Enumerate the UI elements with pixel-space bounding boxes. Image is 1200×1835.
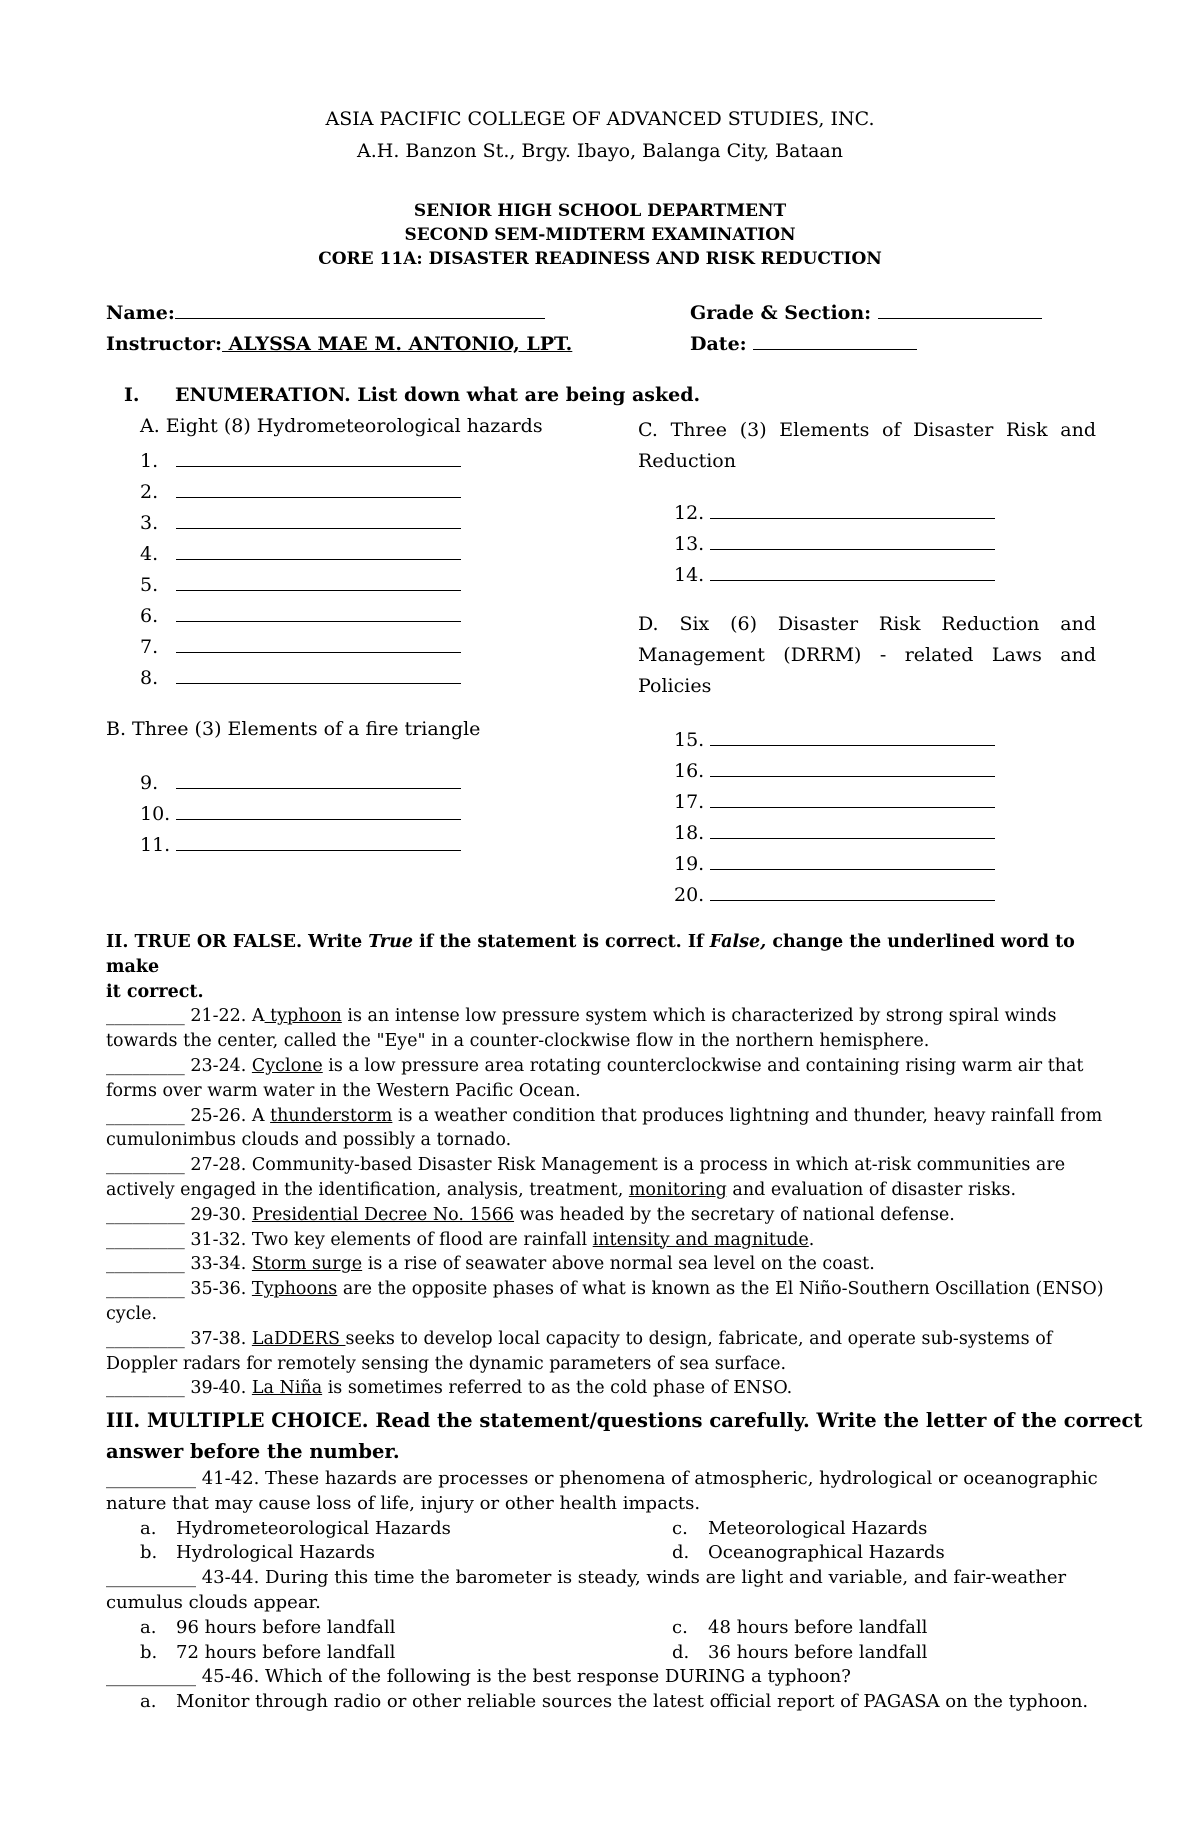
option-letter: a. bbox=[140, 1691, 157, 1713]
list-item: 18. bbox=[674, 818, 995, 849]
grade-section-blank[interactable] bbox=[878, 317, 1042, 319]
list-item: 8. bbox=[140, 663, 461, 694]
answer-blank[interactable] bbox=[710, 868, 995, 870]
answer-blank[interactable] bbox=[710, 548, 995, 550]
part1-number: I. bbox=[124, 384, 140, 406]
answer-blank[interactable] bbox=[176, 527, 461, 529]
option-text: Monitor through radio or other reliable sources the latest official report of PAGASA on the typhoon. bbox=[176, 1691, 1089, 1713]
part1-c-list bbox=[674, 498, 995, 591]
part2-section bbox=[106, 930, 1106, 1401]
answer-blank[interactable] bbox=[710, 899, 995, 901]
answer-blank[interactable]: _________ bbox=[106, 1279, 185, 1300]
list-item: _________ 21-22. A typhoon is an intense low pressure system which is characterized by strong spiral winds bbox=[106, 1006, 1057, 1027]
answer-blank[interactable]: _________ bbox=[106, 1105, 185, 1126]
grade-section-label: Grade & Section: bbox=[690, 302, 872, 324]
answer-blank[interactable]: _________ bbox=[106, 1006, 185, 1027]
option-letter: c. bbox=[672, 1616, 688, 1638]
answer-blank[interactable] bbox=[176, 651, 461, 653]
school-address: A.H. Banzon St., Brgy. Ibayo, Balanga City, Bataan bbox=[357, 140, 843, 162]
answer-blank[interactable]: _________ bbox=[106, 1328, 185, 1349]
answer-blank[interactable]: _________ bbox=[106, 1055, 185, 1076]
option-letter: d. bbox=[672, 1542, 690, 1564]
list-item: __________ 41-42. These hazards are processes or phenomena of atmospheric, hydrological or oceanographic bbox=[106, 1468, 1098, 1489]
part1-a-list bbox=[140, 446, 461, 694]
part1-d-list bbox=[674, 725, 995, 911]
name-blank[interactable] bbox=[175, 317, 545, 319]
part1-title: ENUMERATION. List down what are being asked. bbox=[175, 384, 701, 406]
list-item: 15. bbox=[674, 725, 995, 756]
list-item: 20. bbox=[674, 880, 995, 911]
grade-section-field bbox=[690, 302, 1042, 324]
option-letter: b. bbox=[140, 1641, 158, 1663]
answer-blank[interactable] bbox=[176, 849, 461, 851]
list-item: _________ 37-38. LaDDERS seeks to develop local capacity to design, fabricate, and operate sub-systems of bbox=[106, 1328, 1053, 1349]
question-text: cumulus clouds appear. bbox=[106, 1591, 321, 1613]
question-text: cumulonimbus clouds and possibly a tornado. bbox=[106, 1130, 512, 1151]
list-item: 3. bbox=[140, 508, 461, 539]
question-text: actively engaged in the identification, analysis, treatment, monitoring and evaluation of disaster risks. bbox=[106, 1179, 1017, 1200]
answer-blank[interactable]: __________ bbox=[106, 1567, 196, 1589]
list-item: 5. bbox=[140, 570, 461, 601]
option-text: Hydrometeorological Hazards bbox=[176, 1517, 451, 1539]
list-item: _________ 29-30. Presidential Decree No. 1566 was headed by the secretary of national defense. bbox=[106, 1204, 955, 1225]
option-letter: a. bbox=[140, 1517, 157, 1539]
school-name: ASIA PACIFIC COLLEGE OF ADVANCED STUDIES, INC. bbox=[325, 108, 875, 130]
subject-title: CORE 11A: DISASTER READINESS AND RISK REDUCTION bbox=[318, 249, 882, 269]
answer-blank[interactable] bbox=[710, 744, 995, 746]
option-text: 36 hours before landfall bbox=[708, 1641, 928, 1663]
date-label: Date: bbox=[690, 333, 747, 355]
question-text: cycle. bbox=[106, 1303, 158, 1324]
option-text: Hydrological Hazards bbox=[176, 1542, 376, 1564]
list-item: 1. bbox=[140, 446, 461, 477]
date-field bbox=[690, 333, 917, 355]
list-item: 6. bbox=[140, 601, 461, 632]
answer-blank[interactable]: _________ bbox=[106, 1229, 185, 1250]
option-text: 96 hours before landfall bbox=[176, 1616, 396, 1638]
options-row bbox=[106, 1690, 1106, 1715]
options-row bbox=[106, 1616, 1106, 1641]
answer-blank[interactable] bbox=[710, 517, 995, 519]
list-item: _________ 35-36. Typhoons are the opposite phases of what is known as the El Niño-Southern Oscillation (ENSO) bbox=[106, 1279, 1104, 1300]
part1-b-list bbox=[140, 768, 461, 861]
part1-b-title: B. Three (3) Elements of a fire triangle bbox=[106, 718, 481, 740]
question-text: forms over warm water in the Western Pacific Ocean. bbox=[106, 1080, 581, 1101]
part1-c-title: C. Three (3) Elements of Disaster Risk and Reduction bbox=[638, 419, 1096, 472]
option-text: 72 hours before landfall bbox=[176, 1641, 396, 1663]
list-item: 11. bbox=[140, 830, 461, 861]
option-text: Oceanographical Hazards bbox=[708, 1542, 945, 1564]
list-item: 16. bbox=[674, 756, 995, 787]
answer-blank[interactable] bbox=[710, 806, 995, 808]
list-item: _________ 25-26. A thunderstorm is a weather condition that produces lightning and thunder, heavy rainfall from bbox=[106, 1105, 1103, 1126]
option-letter: a. bbox=[140, 1616, 157, 1638]
list-item: _________ 39-40. La Niña is sometimes referred to as the cold phase of ENSO. bbox=[106, 1378, 793, 1399]
answer-blank[interactable]: _________ bbox=[106, 1254, 185, 1275]
name-label: Name: bbox=[106, 302, 175, 324]
answer-blank[interactable]: __________ bbox=[106, 1666, 196, 1688]
answer-blank[interactable]: _________ bbox=[106, 1155, 185, 1176]
department-title: SENIOR HIGH SCHOOL DEPARTMENT bbox=[413, 201, 787, 221]
list-item: 17. bbox=[674, 787, 995, 818]
answer-blank[interactable] bbox=[176, 787, 461, 789]
answer-blank[interactable]: _________ bbox=[106, 1204, 185, 1225]
answer-blank[interactable] bbox=[176, 620, 461, 622]
list-item: 7. bbox=[140, 632, 461, 663]
question-text: Doppler radars for remotely sensing the dynamic parameters of sea surface. bbox=[106, 1353, 787, 1374]
option-letter: d. bbox=[672, 1641, 690, 1663]
question-text: towards the center, called the "Eye" in a counter-clockwise flow in the northern hemisphere. bbox=[106, 1031, 930, 1052]
date-blank[interactable] bbox=[753, 348, 917, 350]
part2-title-cont: it correct. bbox=[106, 981, 204, 1002]
question-text: nature that may cause loss of life, injury or other health impacts. bbox=[106, 1492, 701, 1514]
name-field bbox=[106, 302, 545, 324]
list-item: __________ 45-46. Which of the following is the best response DURING a typhoon? bbox=[106, 1666, 851, 1688]
instructor-label: Instructor: bbox=[106, 333, 223, 355]
answer-blank[interactable] bbox=[710, 837, 995, 839]
option-text: 48 hours before landfall bbox=[708, 1616, 928, 1638]
part3-title: III. MULTIPLE CHOICE. Read the statement/questions carefully. Write the letter of the correct answer before the number. bbox=[106, 1409, 1143, 1463]
answer-blank[interactable]: _________ bbox=[106, 1378, 185, 1399]
list-item: 2. bbox=[140, 477, 461, 508]
options-row bbox=[106, 1541, 1106, 1566]
list-item: 14. bbox=[674, 560, 995, 591]
answer-blank[interactable] bbox=[710, 775, 995, 777]
list-item: 10. bbox=[140, 799, 461, 830]
part1-a-title: A. Eight (8) Hydrometeorological hazards bbox=[140, 415, 543, 437]
list-item: 12. bbox=[674, 498, 995, 529]
option-letter: b. bbox=[140, 1542, 158, 1564]
answer-blank[interactable] bbox=[710, 579, 995, 581]
options-row bbox=[106, 1517, 1106, 1542]
instructor-name: ALYSSA MAE M. ANTONIO, LPT. bbox=[222, 333, 573, 355]
list-item: 4. bbox=[140, 539, 461, 570]
list-item: _________ 23-24. Cyclone is a low pressure area rotating counterclockwise and containing rising warm air that bbox=[106, 1055, 1084, 1076]
answer-blank[interactable] bbox=[176, 589, 461, 591]
exam-title: SECOND SEM-MIDTERM EXAMINATION bbox=[404, 225, 796, 245]
part2-title: II. TRUE OR FALSE. Write True if the statement is correct. If False, change the underlined word to make bbox=[106, 932, 1075, 977]
list-item: __________ 43-44. During this time the barometer is steady, winds are light and variable, and fair-weather bbox=[106, 1567, 1067, 1589]
list-item: _________ 33-34. Storm surge is a rise of seawater above normal sea level on the coast. bbox=[106, 1254, 875, 1275]
answer-blank[interactable] bbox=[176, 496, 461, 498]
answer-blank[interactable] bbox=[176, 465, 461, 467]
part3-questions bbox=[106, 1467, 1106, 1715]
answer-blank[interactable] bbox=[176, 818, 461, 820]
list-item: 9. bbox=[140, 768, 461, 799]
answer-blank[interactable] bbox=[176, 558, 461, 560]
instructor-field bbox=[106, 333, 572, 355]
part1-d-title: D. Six (6) Disaster Risk Reduction and Management (DRRM) - related Laws and Policies bbox=[638, 613, 1096, 697]
option-text: Meteorological Hazards bbox=[708, 1517, 928, 1539]
options-row bbox=[106, 1641, 1106, 1666]
option-letter: c. bbox=[672, 1517, 688, 1539]
list-item: 13. bbox=[674, 529, 995, 560]
list-item: 19. bbox=[674, 849, 995, 880]
answer-blank[interactable] bbox=[176, 682, 461, 684]
answer-blank[interactable]: __________ bbox=[106, 1468, 196, 1489]
list-item: _________ 31-32. Two key elements of flood are rainfall intensity and magnitude. bbox=[106, 1229, 815, 1250]
list-item: _________ 27-28. Community-based Disaster Risk Management is a process in which at-risk communities are bbox=[106, 1155, 1066, 1176]
